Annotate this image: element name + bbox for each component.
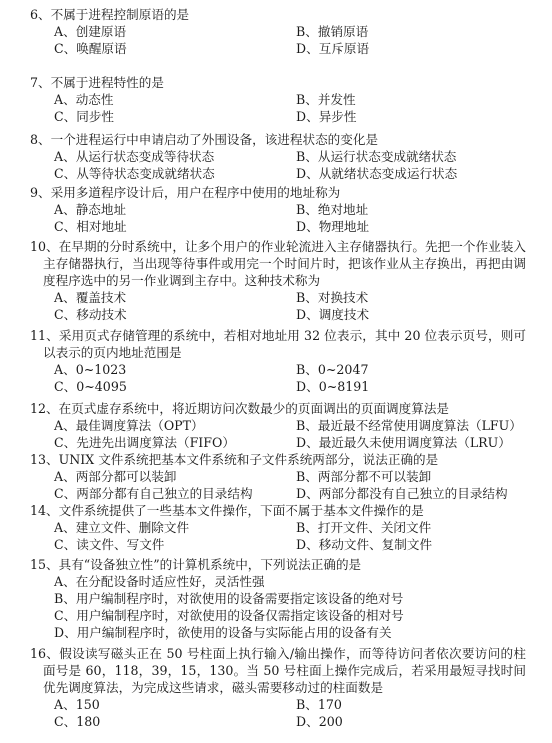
question-stem: 13、UNIX 文件系统把基本文件系统和子文件系统两部分，说法正确的是	[30, 452, 439, 467]
option-a: A、从运行状态变成等待状态	[54, 149, 215, 164]
option-d: D、异步性	[296, 109, 357, 124]
option-c: C、同步性	[54, 109, 115, 124]
option-b: B、撤销原语	[296, 24, 369, 39]
option-d: D、互斥原语	[296, 41, 370, 56]
question-stem: 16、假设读写磁头正在 50 号柱面上执行输入/输出操作，而等待访问者依次要访问的柱面号是 60，118，39，15，130。当 50 号柱面上操作完成后，若采用最短寻找时间优先调度算法，为完成这些请求，磁头需要移动过的柱面数是	[30, 646, 526, 695]
option-d: D、移动文件、复制文件	[296, 537, 433, 552]
question-11	[0, 327, 552, 395]
option-b: B、最近最不经常使用调度算法（LFU）	[296, 418, 522, 433]
option-d: D、最近最久未使用调度算法（LRU）	[296, 435, 511, 450]
option-a: A、覆盖技术	[54, 290, 127, 305]
option-a: A、150	[54, 697, 100, 712]
option-d: D、从就绪状态变成运行状态	[296, 166, 458, 181]
option-d: D、用户编制程序时，欲使用的设备与实际能占用的设备有关	[54, 625, 392, 640]
option-d: D、两部分都没有自己独立的目录结构	[296, 486, 508, 501]
option-a: A、创建原语	[54, 24, 127, 39]
option-c: C、180	[54, 714, 101, 729]
option-c: C、移动技术	[54, 307, 127, 322]
option-a: A、建立文件、删除文件	[54, 520, 190, 535]
option-b: B、170	[296, 697, 342, 712]
question-stem: 6、不属于进程控制原语的是	[30, 7, 190, 22]
option-b: B、打开文件、关闭文件	[296, 520, 432, 535]
option-a: A、静态地址	[54, 202, 127, 217]
option-b: B、并发性	[296, 92, 356, 107]
option-a: A、两部分都可以装卸	[54, 469, 177, 484]
question-stem: 11、采用页式存储管理的系统中，若相对地址用 32 位表示，其中 20 位表示页号，则可以表示的页内地址范围是	[30, 328, 526, 360]
question-stem: 14、文件系统提供了一些基本文件操作，下面不属于基本文件操作的是	[30, 503, 424, 518]
question-10	[0, 238, 552, 323]
option-b: B、两部分都不可以装卸	[296, 469, 432, 484]
option-a: A、0~1023	[54, 362, 127, 377]
option-a: A、动态性	[54, 92, 114, 107]
question-14	[0, 502, 552, 553]
option-a: A、在分配设备时适应性好，灵活性强	[54, 574, 265, 589]
question-stem: 12、在页式虚存系统中，将近期访问次数最少的页面调出的页面调度算法是	[30, 401, 450, 416]
option-c: C、相对地址	[54, 219, 127, 234]
question-stem: 7、不属于进程特性的是	[30, 75, 164, 90]
question-8	[0, 131, 552, 182]
option-d: D、物理地址	[296, 219, 370, 234]
option-c: C、用户编制程序时，对欲使用的设备仅需指定该设备的相对号	[54, 608, 404, 623]
option-d: D、0~8191	[296, 379, 370, 394]
question-16	[0, 645, 552, 730]
question-6	[0, 6, 552, 57]
option-a: A、最佳调度算法（OPT）	[54, 418, 204, 433]
option-b: B、对换技术	[296, 290, 369, 305]
question-stem: 8、一个进程运行中申请启动了外围设备，该进程状态的变化是	[30, 132, 379, 147]
option-b: B、绝对地址	[296, 202, 369, 217]
question-stem: 9、采用多道程序设计后，用户在程序中使用的地址称为	[30, 185, 341, 200]
question-stem: 10、在早期的分时系统中，让多个用户的作业轮流进入主存储器执行。先把一个作业装入主存储器执行，当出现等待事件或用完一个时间片时，把该作业从主存换出，再把由调度程序选中的另一作业调到主存中。这种技术称为	[30, 239, 526, 288]
option-c: C、两部分都有自己独立的目录结构	[54, 486, 253, 501]
option-c: C、从等待状态变成就绪状态	[54, 166, 215, 181]
option-c: C、先进先出调度算法（FIFO）	[54, 435, 235, 450]
question-7	[0, 74, 552, 125]
option-c: C、0~4095	[54, 379, 127, 394]
question-stem: 15、具有“设备独立性”的计算机系统中，下列说法正确的是	[30, 557, 362, 572]
option-b: B、从运行状态变成就绪状态	[296, 149, 457, 164]
option-d: D、200	[296, 714, 343, 729]
question-12	[0, 400, 552, 451]
option-b: B、0~2047	[296, 362, 369, 377]
option-d: D、调度技术	[296, 307, 370, 322]
question-13	[0, 451, 552, 502]
question-15	[0, 556, 552, 641]
option-c: C、唤醒原语	[54, 41, 127, 56]
question-9	[0, 184, 552, 235]
option-b: B、用户编制程序时，对欲使用的设备需要指定该设备的绝对号	[54, 591, 404, 606]
option-c: C、读文件、写文件	[54, 537, 165, 552]
